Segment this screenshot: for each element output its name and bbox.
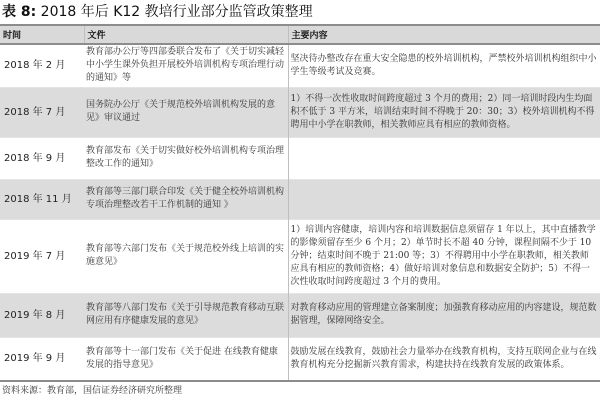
table-row — [0, 219, 600, 293]
cell-date: 2018 年 2 月 — [4, 60, 66, 72]
cell-date: 2019 年 9 月 — [4, 353, 66, 365]
cell-date: 2018 年 7 月 — [4, 106, 66, 118]
cell-content: 对教育移动应用的管理建立备案制度；加强教育移动应用的内容建设，规范数据管理，保障网络安全。 — [288, 293, 600, 337]
cell-document: 教育部发布《关于切实做好校外培训机构专项治理整改工作的通知》 — [86, 146, 285, 169]
cell-document: 教育部等六部门发布《关于规范校外线上培训的实施意见》 — [86, 244, 285, 267]
cell-document: 教育部等八部门发布《关于引导规范教育移动互联网应用有序健康发展的意见》 — [86, 303, 285, 326]
cell-content: 鼓励发展在线教育，鼓励社会力量举办在线教育机构，支持互联网企业与在线教育机构充分挖掘新兴教育需求，构建扶持在线教育发展的政策体系。 — [288, 337, 600, 381]
header-content: 主要内容 — [288, 25, 600, 44]
table-title-text: 2018 年后 K12 教培行业部分监管政策整理 — [40, 4, 313, 20]
table-row — [0, 293, 600, 337]
cell-content — [288, 137, 600, 179]
cell-content: 1）不得一次性收取时间跨度超过 3 个月的费用；2）同一培训时段内生均面积不低于 3 平方米，培训结束时间不得晚于 20：30；3）校外培训机构不得聘用中小学在职教师，相关教师应具有相应的教师资格。 — [288, 87, 600, 137]
cell-document: 教育部等十一部门发布《关于促进 在线教育健康发展的指导意见》 — [86, 346, 278, 370]
header-document: 文件 — [84, 25, 288, 44]
source-note: 资料来源：教育部，国信证券经济研究所整理 — [2, 386, 183, 396]
table-row — [0, 179, 600, 219]
cell-date: 2019 年 8 月 — [4, 309, 66, 321]
table-row — [0, 137, 600, 179]
cell-date: 2018 年 9 月 — [4, 152, 66, 164]
policy-table — [0, 24, 600, 382]
table-row — [0, 87, 600, 137]
cell-document: 教育部等三部门联合印发《关于健全校外培训机构专项治理整改若干工作机制的通知 》 — [86, 187, 285, 210]
cell-document: 国务院办公厅《关于规范校外培训机构发展的意见》审议通过 — [86, 100, 276, 123]
table-row — [0, 44, 600, 87]
cell-date: 2019 年 7 月 — [4, 250, 66, 262]
cell-document: 教育部办公厅等四部委联合发布了《关于切实减轻中小学生课外负担开展校外培训机构专项治理行动的通知》等 — [86, 47, 285, 84]
cell-content: 1）培训内容健康，培训内容和培训数据信息须留存 1 年以上，其中直播教学的影像须留存至少 6 个月；2）单节时长不超 40 分钟，课程间隔不少于 10 分钟；结束时间不晚于 21:00 等；3）不得聘用中小学在职教师，相关教师应具有相应的教师资格；4）做好培训对象信息和数据安全防护；5）不得一次性收取时间跨度超过 3 个月的费用。 — [288, 219, 600, 293]
table-row — [0, 337, 600, 381]
header-date: 时间 — [0, 25, 84, 44]
table-header-row — [0, 25, 600, 44]
table-title — [2, 2, 313, 22]
cell-content: 坚决待办整改存在重大安全隐患的校外培训机构，严禁校外培训机构组织中小学生等级考试及竞赛。 — [288, 44, 600, 87]
cell-content — [288, 179, 600, 219]
table-number: 表 8: — [2, 4, 37, 20]
cell-date: 2018 年 11 月 — [4, 193, 72, 205]
